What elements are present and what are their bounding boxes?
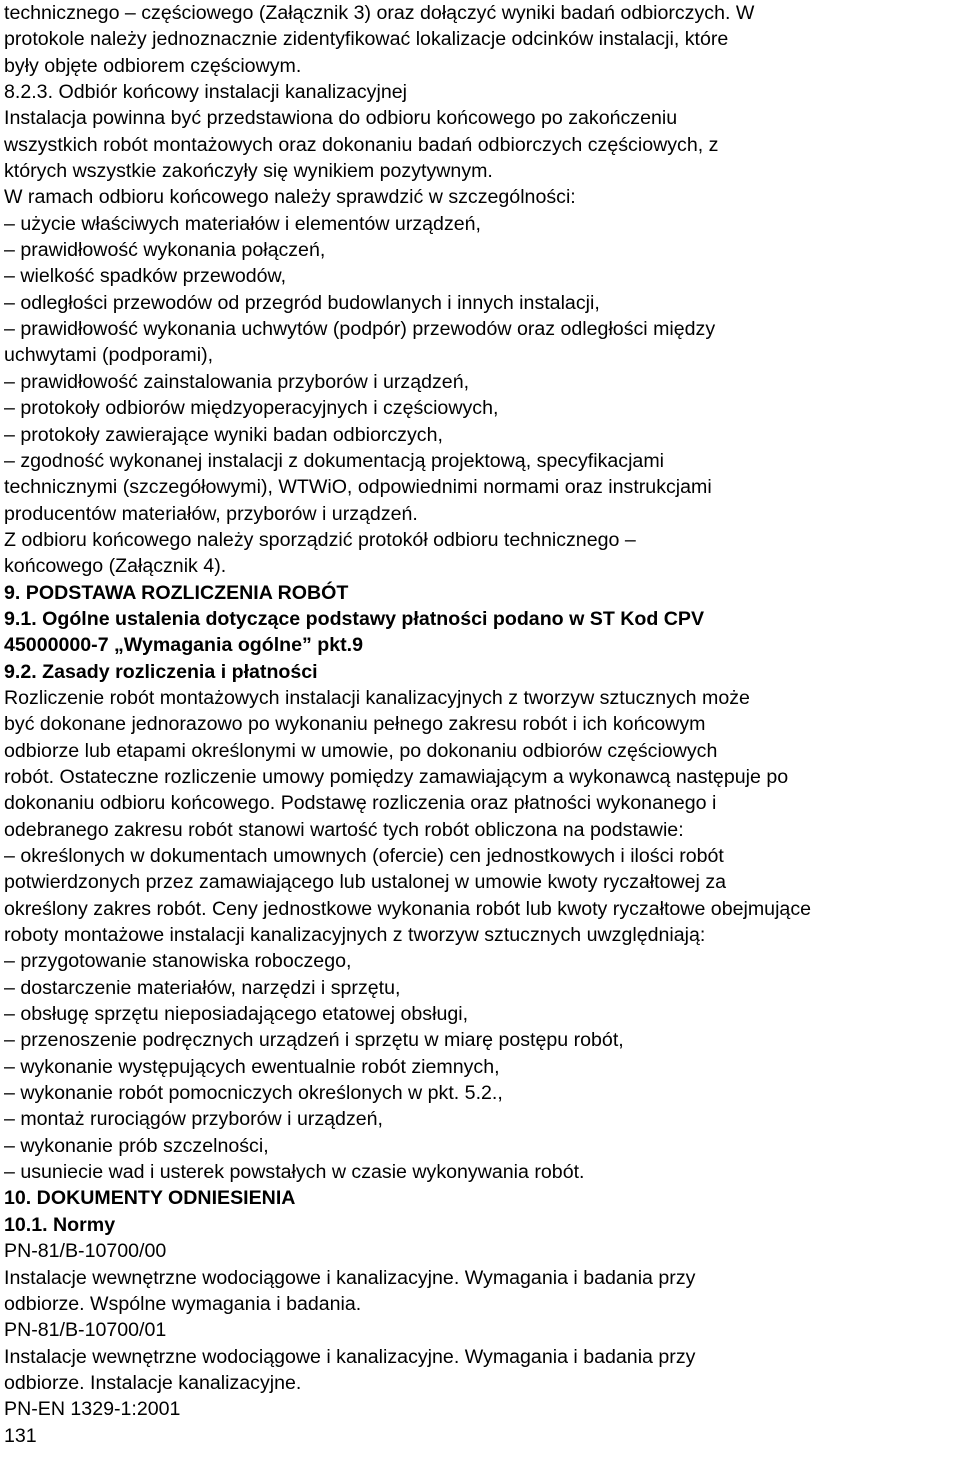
text-line: PN-81/B-10700/00 bbox=[4, 1240, 167, 1263]
text-line: technicznego – częściowego (Załącznik 3) oraz dołączyć wyniki badań odbiorczych. W bbox=[4, 2, 755, 24]
section-heading-line: 10. DOKUMENTY ODNIESIENIA bbox=[4, 1187, 296, 1210]
page-number: 131 bbox=[4, 1424, 37, 1447]
text-line: – odległości przewodów od przegród budowlanych i innych instalacji, bbox=[4, 291, 600, 314]
text-line: Z odbioru końcowego należy sporządzić protokół odbioru technicznego – bbox=[4, 528, 636, 551]
text-line: protokole należy jednoznacznie zidentyfikować lokalizacje odcinków instalacji, które bbox=[4, 28, 729, 51]
section-heading-line: 9.2. Zasady rozliczenia i płatności bbox=[4, 660, 318, 683]
text-line: – prawidłowość wykonania połączeń, bbox=[4, 239, 326, 262]
section-heading-line: 9. PODSTAWA ROZLICZENIA ROBÓT bbox=[4, 581, 349, 604]
text-line: producentów materiałów, przyborów i urządzeń. bbox=[4, 502, 418, 525]
section-heading-line: 45000000-7 „Wymagania ogólne” pkt.9 bbox=[4, 634, 364, 657]
text-line: technicznymi (szczegółowymi), WTWiO, odpowiednimi normami oraz instrukcjami bbox=[4, 476, 712, 499]
document-body bbox=[4, 0, 958, 1423]
text-line: – usuniecie wad i usterek powstałych w czasie wykonywania robót. bbox=[4, 1161, 585, 1184]
text-line: robót. Ostateczne rozliczenie umowy pomiędzy zamawiającym a wykonawcą następuje po bbox=[4, 765, 789, 788]
text-line: Instalacje wewnętrzne wodociągowe i kanalizacyjne. Wymagania i badania przy bbox=[4, 1266, 696, 1289]
document-page bbox=[4, 0, 958, 1449]
text-line: roboty montażowe instalacji kanalizacyjnych z tworzyw sztucznych uwzględniają: bbox=[4, 924, 706, 947]
text-line: Rozliczenie robót montażowych instalacji kanalizacyjnych z tworzyw sztucznych może bbox=[4, 686, 750, 709]
text-line: odbiorze. Wspólne wymagania i badania. bbox=[4, 1292, 362, 1315]
text-line: – wykonanie robót pomocniczych określonych w pkt. 5.2., bbox=[4, 1082, 503, 1105]
text-line: – dostarczenie materiałów, narzędzi i sprzętu, bbox=[4, 976, 401, 999]
text-line: Instalacje wewnętrzne wodociągowe i kanalizacyjne. Wymagania i badania przy bbox=[4, 1345, 696, 1368]
text-line: odbiorze lub etapami określonymi w umowie, po dokonaniu odbiorów częściowych bbox=[4, 739, 718, 762]
text-line: – prawidłowość zainstalowania przyborów i urządzeń, bbox=[4, 370, 470, 393]
text-line: – przenoszenie podręcznych urządzeń i sprzętu w miarę postępu robót, bbox=[4, 1029, 624, 1052]
text-line: których wszystkie zakończyły się wynikiem pozytywnym. bbox=[4, 160, 493, 183]
text-line: uchwytami (podporami), bbox=[4, 344, 214, 367]
text-line: – montaż rurociągów przyborów i urządzeń, bbox=[4, 1108, 383, 1131]
text-line: – przygotowanie stanowiska roboczego, bbox=[4, 950, 352, 973]
section-heading-line: 10.1. Normy bbox=[4, 1213, 116, 1236]
text-line: – protokoły odbiorów międzyoperacyjnych i częściowych, bbox=[4, 397, 499, 420]
section-heading-line: 9.1. Ogólne ustalenia dotyczące podstawy płatności podano w ST Kod CPV bbox=[4, 607, 705, 630]
text-line: odebranego zakresu robót stanowi wartość tych robót obliczona na podstawie: bbox=[4, 818, 684, 841]
text-line: końcowego (Załącznik 4). bbox=[4, 555, 227, 578]
text-line: PN-EN 1329-1:2001 bbox=[4, 1398, 181, 1421]
text-line: – wykonanie prób szczelności, bbox=[4, 1134, 269, 1157]
text-line: potwierdzonych przez zamawiającego lub ustalonej w umowie kwoty ryczałtowej za bbox=[4, 871, 727, 894]
text-line: – protokoły zawierające wyniki badan odbiorczych, bbox=[4, 423, 443, 446]
text-line: określony zakres robót. Ceny jednostkowe wykonania robót lub kwoty ryczałtowe obejmujące bbox=[4, 897, 812, 920]
text-line: – obsługę sprzętu nieposiadającego etatowej obsługi, bbox=[4, 1003, 469, 1026]
text-line: W ramach odbioru końcowego należy sprawdzić w szczególności: bbox=[4, 186, 576, 209]
text-line: – wielkość spadków przewodów, bbox=[4, 265, 287, 288]
text-line: Instalacja powinna być przedstawiona do odbioru końcowego po zakończeniu bbox=[4, 107, 678, 130]
text-line: – wykonanie występujących ewentualnie robót ziemnych, bbox=[4, 1055, 500, 1078]
text-line: – określonych w dokumentach umownych (ofercie) cen jednostkowych i ilości robót bbox=[4, 845, 724, 867]
text-line: 8.2.3. Odbiór końcowy instalacji kanalizacyjnej bbox=[4, 81, 407, 104]
text-line: PN-81/B-10700/01 bbox=[4, 1319, 167, 1342]
text-line: – prawidłowość wykonania uchwytów (podpór) przewodów oraz odległości między bbox=[4, 318, 716, 341]
text-line: odbiorze. Instalacje kanalizacyjne. bbox=[4, 1371, 302, 1394]
text-line: być dokonane jednorazowo po wykonaniu pełnego zakresu robót i ich końcowym bbox=[4, 713, 706, 736]
text-line: – zgodność wykonanej instalacji z dokumentacją projektową, specyfikacjami bbox=[4, 449, 664, 472]
text-line: wszystkich robót montażowych oraz dokonaniu badań odbiorczych częściowych, z bbox=[4, 133, 719, 156]
text-line: – użycie właściwych materiałów i elementów urządzeń, bbox=[4, 212, 481, 235]
text-line: były objęte odbiorem częściowym. bbox=[4, 54, 302, 77]
text-line: dokonaniu odbioru końcowego. Podstawę rozliczenia oraz płatności wykonanego i bbox=[4, 792, 717, 815]
